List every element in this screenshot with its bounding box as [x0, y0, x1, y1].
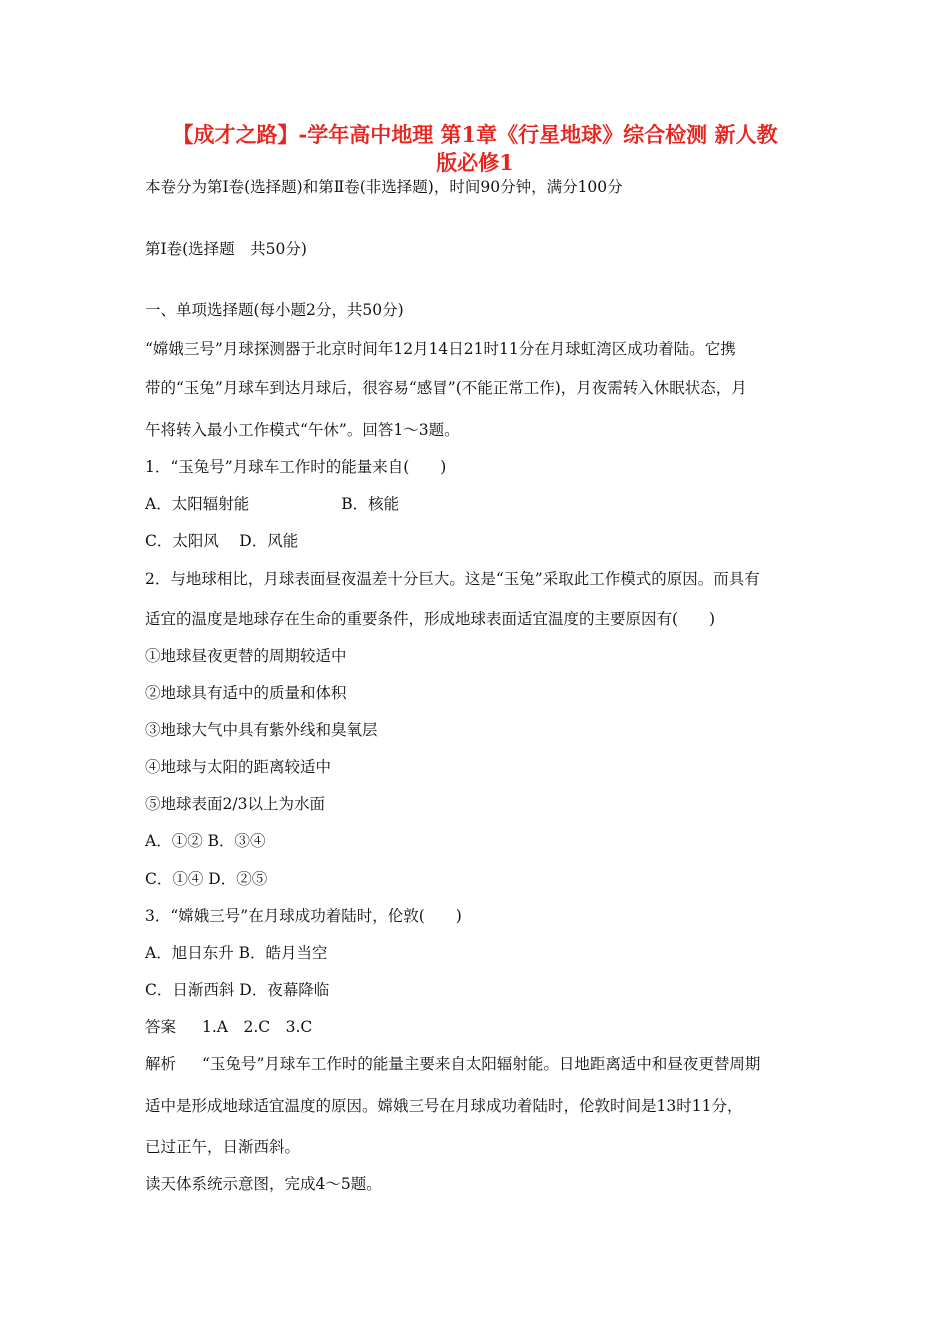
- analysis-label: 解析: [145, 1055, 177, 1073]
- question-2-options-ab: A．①② B．③④: [145, 832, 266, 850]
- analysis-line-3: 已过正午，日渐西斜。: [145, 1138, 301, 1156]
- section-heading: 第Ⅰ卷(选择题 共50分): [145, 240, 307, 258]
- title-line-1: 【成才之路】-学年高中地理 第1章《行星地球》综合检测 新人教: [172, 122, 778, 147]
- answer-line: [145, 1016, 815, 1038]
- next-question-prompt: 读天体系统示意图，完成4～5题。: [145, 1175, 382, 1193]
- passage-line-3: 午将转入最小工作模式“午休”。回答1～3题。: [145, 421, 460, 439]
- question-3-options-ab: A．旭日东升 B．皓月当空: [145, 944, 328, 962]
- question-3-stem: 3．“嫦娥三号”在月球成功着陆时，伦敦( ): [145, 907, 462, 925]
- question-2-item: ④地球与太阳的距离较适中: [145, 758, 332, 776]
- question-1-options-cd: C．太阳风 D．风能: [145, 532, 299, 550]
- question-2-item: ①地球昼夜更替的周期较适中: [145, 647, 347, 665]
- question-1-stem: 1．“玉兔号”月球车工作时的能量来自( ): [145, 458, 447, 476]
- question-2-stem-line-1: 2．与地球相比，月球表面昼夜温差十分巨大。这是“玉兔”采取此工作模式的原因。而具有: [145, 570, 760, 588]
- answer-text: 1.A 2.C 3.C: [202, 1018, 313, 1036]
- analysis-line-2: 适中是形成地球适宜温度的原因。嫦娥三号在月球成功着陆时，伦敦时间是13时11分，: [145, 1097, 743, 1115]
- answer-label: 答案: [145, 1018, 177, 1036]
- question-2-item: ②地球具有适中的质量和体积: [145, 684, 347, 702]
- analysis-line-1: [145, 1053, 815, 1075]
- analysis-text-1: “玉兔号”月球车工作时的能量主要来自太阳辐射能。日地距离适中和昼夜更替周期: [202, 1055, 761, 1073]
- document-title: [130, 121, 820, 177]
- question-3-options-cd: C．日渐西斜 D．夜幕降临: [145, 981, 330, 999]
- question-2-item: ⑤地球表面2/3以上为水面: [145, 795, 325, 813]
- passage-line-2: 带的“玉兔”月球车到达月球后，很容易“感冒”(不能正常工作)，月夜需转入休眠状态，月: [145, 379, 747, 397]
- question-1-options-ab: [145, 493, 815, 515]
- exam-intro: 本卷分为第Ⅰ卷(选择题)和第Ⅱ卷(非选择题)，时间90分钟，满分100分: [145, 178, 623, 196]
- question-1-option-a: A．太阳辐射能: [145, 495, 250, 513]
- passage-line-1: “嫦娥三号”月球探测器于北京时间年12月14日21时11分在月球虹湾区成功着陆。它携: [145, 340, 736, 358]
- question-2-item: ③地球大气中具有紫外线和臭氧层: [145, 721, 378, 739]
- part-heading: 一、单项选择题(每小题2分，共50分): [145, 301, 404, 319]
- question-2-options-cd: C．①④ D．②⑤: [145, 870, 268, 888]
- question-1-option-b: B．核能: [341, 495, 400, 513]
- question-2-stem-line-2: 适宜的温度是地球存在生命的重要条件，形成地球表面适宜温度的主要原因有( ): [145, 610, 716, 628]
- title-line-2: 版必修1: [436, 150, 514, 175]
